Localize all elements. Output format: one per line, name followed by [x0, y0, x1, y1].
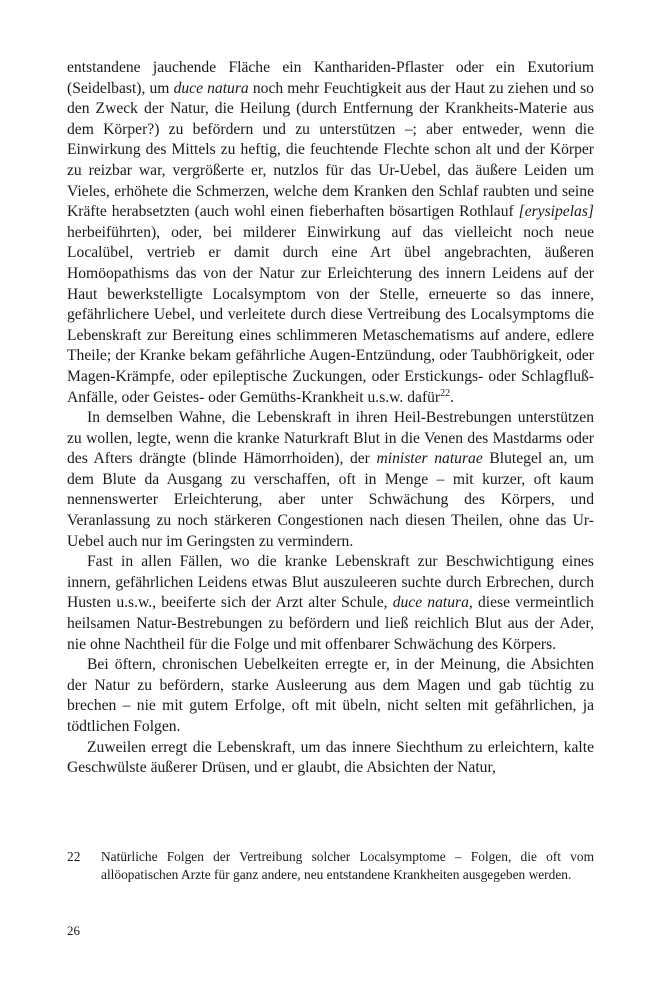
p3-italic-duce-natura: duce natura,: [392, 594, 473, 612]
p1-text-4: .: [450, 388, 455, 406]
p2-text-2: Blutegel an, um dem Blute da Ausgang zu verschaffen, oft in Menge – mit kurzer, oft kaum nennenswerter Erleichterung, aber unter Schwächung des Körpers, und Veranlassung zu noch stärkeren Congestionen nach diesen Theilen, ohne das Ur-Uebel auch nur im Geringsten zu vermindern.: [67, 450, 594, 550]
paragraph-4: [67, 655, 594, 737]
main-text: [67, 58, 594, 779]
p2-italic-minister-naturae: minister naturae: [376, 450, 483, 468]
p4-text-1: Bei öftern, chronischen Uebelkeiten erregte er, in der Meinung, die Absichten der Natur zu befördern, starke Ausleerung aus dem Magen und gab tüchtig zu brechen – nie mit gutem Erfolge, oft mit übeln, nicht selten mit gefährlichen, ja tödtlichen Folgen.: [67, 656, 594, 735]
footnote-number: 22: [67, 849, 81, 864]
p1-text-1: entstandene jauchende Fläche ein Kanthariden-Pflaster oder ein Exutorium (Seidelbast), um: [67, 59, 594, 97]
p1-text-3: herbeiführten), oder, bei milderer Einwirkung auf das vielleicht noch neue Localübel, vertrieb er damit durch eine Art übel angebrachten, äußeren Homöopathisms das von der Natur zur Erleichterung des innern Leidens auf der Haut bewerkstelligte Localsymptom von der Stelle, erneuerte so das innere, gefährlichere Uebel, und verleitete durch diese Vertreibung des Localsymptoms die Lebenskraft zur Bereitung eines schlimmeren Metaschematisms auf andere, edlere Theile; der Kranke bekam gefährliche Augen-Entzündung, oder Taubhörigkeit, oder Magen-Krämpfe, oder epileptische Zuckungen, oder Erstickungs- oder Schlagfluß-Anfälle, oder Geistes- oder Gemüths-Krankheit u.s.w. dafür: [67, 223, 594, 406]
paragraph-2: [67, 408, 594, 552]
footnote-22: [67, 848, 594, 883]
page-number: 26: [67, 923, 80, 938]
page-body: [67, 58, 594, 779]
paragraph-5: [67, 738, 594, 779]
p3-text-1: Fast in allen Fällen, wo die kranke Lebenskraft zur Beschwichtigung eines innern, gefährlichen Leidens etwas Blut auszuleeren suchte durch Erbrechen, durch Husten u.s.w., beeiferte sich der Arzt alter Schule,: [67, 553, 594, 612]
footnote-reference-22[interactable]: 22: [440, 387, 451, 399]
p1-text-2: noch mehr Feuchtigkeit aus der Haut zu ziehen und so den Zweck der Natur, die Heilung (durch Entfernung der Krankheits-Materie aus dem Körper?) zu befördern und zu unterstützen –; aber entweder, wenn die Einwirkung des Mittels zu heftig, die feuchtende Flechte schon alt und der Körper zu reizbar war, vergrößerte er, nutzlos für das Ur-Uebel, das äußere Leiden um Vieles, erhöhete die Schmerzen, welche dem Kranken den Schlaf raubten und seine Kräfte herabsetzten (auch wohl einen fieberhaften bösartigen Rothlauf: [67, 79, 594, 221]
p5-text-1: Zuweilen erregt die Lebenskraft, um das innere Siechthum zu erleichtern, kalte Geschwülste äußerer Drüsen, und er glaubt, die Absichten der Natur,: [67, 738, 594, 777]
p1-italic-duce-natura: duce natura: [173, 79, 249, 97]
footnote-section: [67, 848, 594, 883]
p3-text-2: diese vermeintlich heilsamen Natur-Bestrebungen zu befördern und ließ reichlich Blut aus der Ader, nie ohne Nachtheil für die Folge und mit offenbarer Schwächung des Körpers.: [67, 594, 594, 653]
footnote-text: Natürliche Folgen der Vertreibung solcher Localsymptome – Folgen, die oft vom allöopatischen Arzte für ganz andere, neu entstandene Krankheiten ausgegeben werden.: [101, 849, 594, 882]
paragraph-3: [67, 552, 594, 655]
p2-text-1: In demselben Wahne, die Lebenskraft in ihren Heil-Bestrebungen unterstützen zu wollen, legte, wenn die kranke Naturkraft Blut in die Venen des Mastdarms oder des Afters drängte (blinde Hämorrhoiden), der: [67, 409, 594, 468]
paragraph-1: [67, 58, 594, 408]
p1-italic-erysipelas: [erysipelas]: [518, 203, 594, 221]
